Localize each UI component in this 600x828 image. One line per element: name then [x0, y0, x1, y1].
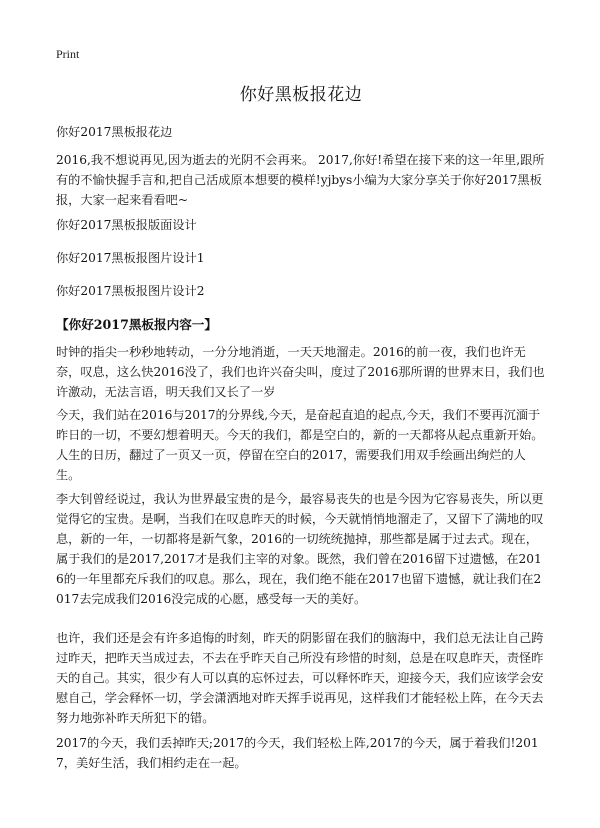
body-paragraph-5: 2017的今天，我们丢掉昨天;2017的今天，我们轻松上阵,2017的今天，属于着我们!2017，美好生活，我们相约走在一起。: [56, 736, 539, 770]
page-title: 你好黑板报花边: [239, 85, 363, 105]
print-label[interactable]: Print: [56, 47, 80, 61]
body-paragraph-2: 今天，我们站在2016与2017的分界线,今天，是奋起直追的起点,今天，我们不要再沉湎于昨日的一切，不要幻想着明天。今天的我们，都是空白的，新的一天都将从起点重新开始。人生的日历，翻过了一页又一页，停留在空白的2017，需要我们用双手绘画出绚烂的人生。: [56, 408, 544, 482]
body-paragraph-3: 李大钊曾经说过，我认为世界最宝贵的是今，最容易丧失的也是今因为它容易丧失，所以更觉得它的宝贵。是啊，当我们在叹息昨天的时候，今天就悄悄地溜走了，又留下了满地的叹息，新的一年，一切都将是新气象，2016的一切统统抛掉，那些都是属于过去式。现在，属于我们的是2017,2017才是我们主宰的对象。既然，我们曾在2016留下过遗憾，在2016的一年里都充斥我们的叹息。那么，现在，我们绝不能在2017也留下遗憾，就让我们在2017去完成我们2016没完成的心愿，感受每一天的美好。: [56, 492, 544, 606]
intro-paragraph: 2016,我不想说再见,因为逝去的光阴不会再来。 2017,你好!希望在接下来的这一年里,跟所有的不愉快握手言和,把自己活成原本想要的模样!yjbys小编为大家分享关于你好2017黑板报，大家一起来看看吧~: [56, 153, 545, 207]
body-paragraph-4: 也许，我们还是会有许多追悔的时刻，昨天的阴影留在我们的脑海中，我们总无法让自己跨过昨天，把昨天当成过去，不去在乎昨天自己所没有珍惜的时刻，总是在叹息昨天，责怪昨天的自己。其实，很少有人可以真的忘怀过去，可以释怀昨天，迎接今天，我们应该学会安慰自己，学会释怀一切，学会潇洒地对昨天挥手说再见，这样我们才能轻松上阵，在今天去努力地弥补昨天所犯下的错。: [56, 631, 544, 725]
section-heading: 【你好2017黑板报内容一】: [56, 317, 217, 332]
link-image-design-2[interactable]: 你好2017黑板报图片设计2: [56, 284, 205, 298]
link-image-design-1[interactable]: 你好2017黑板报图片设计1: [56, 251, 205, 265]
subtitle-paragraph: 你好2017黑板报花边: [56, 125, 173, 139]
link-layout-design[interactable]: 你好2017黑板报版面设计: [56, 218, 197, 232]
body-paragraph-1: 时钟的指尖一秒秒地转动，一分分地消逝，一天天地溜走。2016的前一夜，我们也许无奈，叹息，这么快2016没了，我们也许兴奋尖叫，度过了2016那所谓的世界末日，我们也许激动，无法言语，明天我们又长了一岁: [56, 345, 545, 399]
